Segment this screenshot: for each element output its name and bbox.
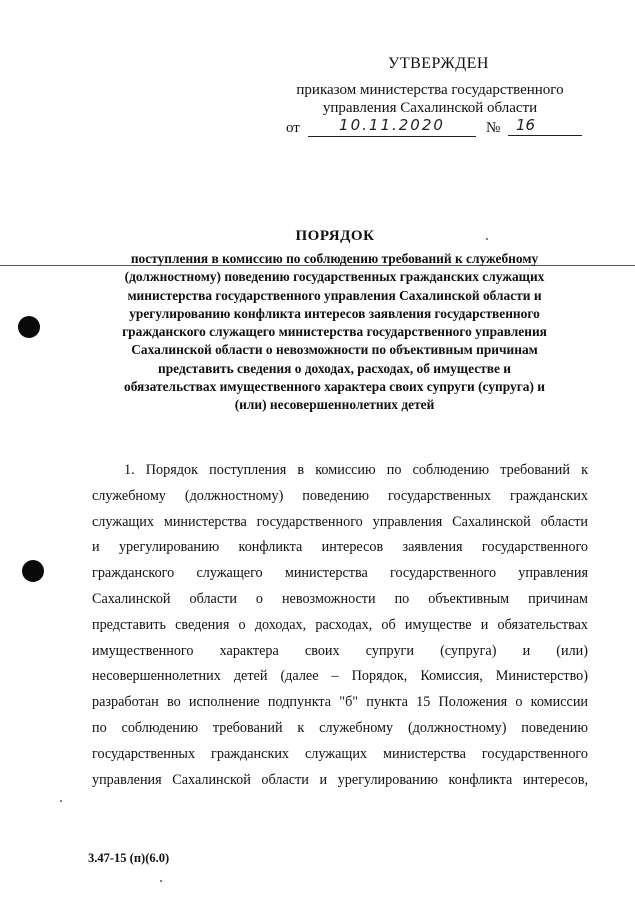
body-line: Сахалинской области о невозможности по объективным причинам: [92, 590, 588, 607]
approval-order-line-1: приказом министерства государственного: [296, 82, 564, 98]
body-line: и урегулированию конфликта интересов заявления государственного: [92, 539, 588, 556]
subtitle-line: (или) несовершеннолетних детей: [234, 397, 435, 413]
body-line: управления Сахалинской области и урегулированию конфликта интересов,: [92, 771, 588, 788]
paragraph-1: [92, 458, 588, 793]
body-line: гражданского служащего министерства государственного управления: [92, 565, 588, 582]
approval-date-number-row: [286, 116, 586, 142]
subtitle-line: гражданского служащего министерства государственного управления: [122, 324, 547, 340]
scan-speck: [160, 880, 162, 882]
date-label: от: [286, 120, 300, 136]
body-line: служебному (должностному) поведению государственных гражданских: [92, 487, 588, 504]
subtitle-line: поступления в комиссию по соблюдению требований к служебному: [130, 251, 539, 266]
body-line: представить сведения о доходах, расходах, об имуществе и обязательствах: [92, 616, 588, 633]
punch-hole-top: [18, 316, 40, 338]
body-line: 1. Порядок поступления в комиссию по соблюдению требований к: [124, 462, 588, 478]
approval-order-line-2: управления Сахалинской области: [322, 100, 538, 116]
subtitle-line: урегулированию конфликта интересов заявления государственного: [129, 305, 540, 321]
body-line: несовершеннолетних детей (далее – Порядок, Комиссия, Министерство): [92, 668, 588, 685]
number-label: №: [486, 120, 501, 136]
subtitle-line: обязательствах имущественного характера своих супруги (супруга) и: [124, 379, 545, 395]
subtitle-line: (должностному) поведению государственных гражданских служащих: [124, 269, 545, 285]
body-line: государственных гражданских служащих министерства государственного: [92, 745, 588, 762]
document-code: 3.47-15 (п)(6.0): [88, 851, 170, 865]
body-line: разработан во исполнение подпункта "б" пункта 15 Положения о комиссии: [92, 694, 588, 711]
body-line: по соблюдению требований к служебному (должностному) поведению: [92, 719, 588, 736]
handwritten-number: 16: [508, 116, 582, 136]
body-line: имущественного характера своих супруги (супруга) и (или): [92, 642, 588, 659]
document-subtitle: [92, 250, 577, 415]
body-line: служащих министерства государственного управления Сахалинской области: [92, 513, 588, 530]
handwritten-date: 10.11.2020: [308, 116, 476, 137]
scan-speck: [486, 238, 488, 240]
subtitle-line: министерства государственного управления Сахалинской области и: [127, 287, 542, 303]
approved-heading: УТВЕРЖДЕН: [388, 55, 489, 72]
scan-speck: [60, 800, 62, 802]
subtitle-line: представить сведения о доходах, расходах, об имуществе и: [158, 360, 511, 376]
document-title: ПОРЯДОК: [295, 228, 375, 244]
punch-hole-bottom: [22, 560, 44, 582]
subtitle-line: Сахалинской области о невозможности по объективным причинам: [131, 342, 538, 358]
